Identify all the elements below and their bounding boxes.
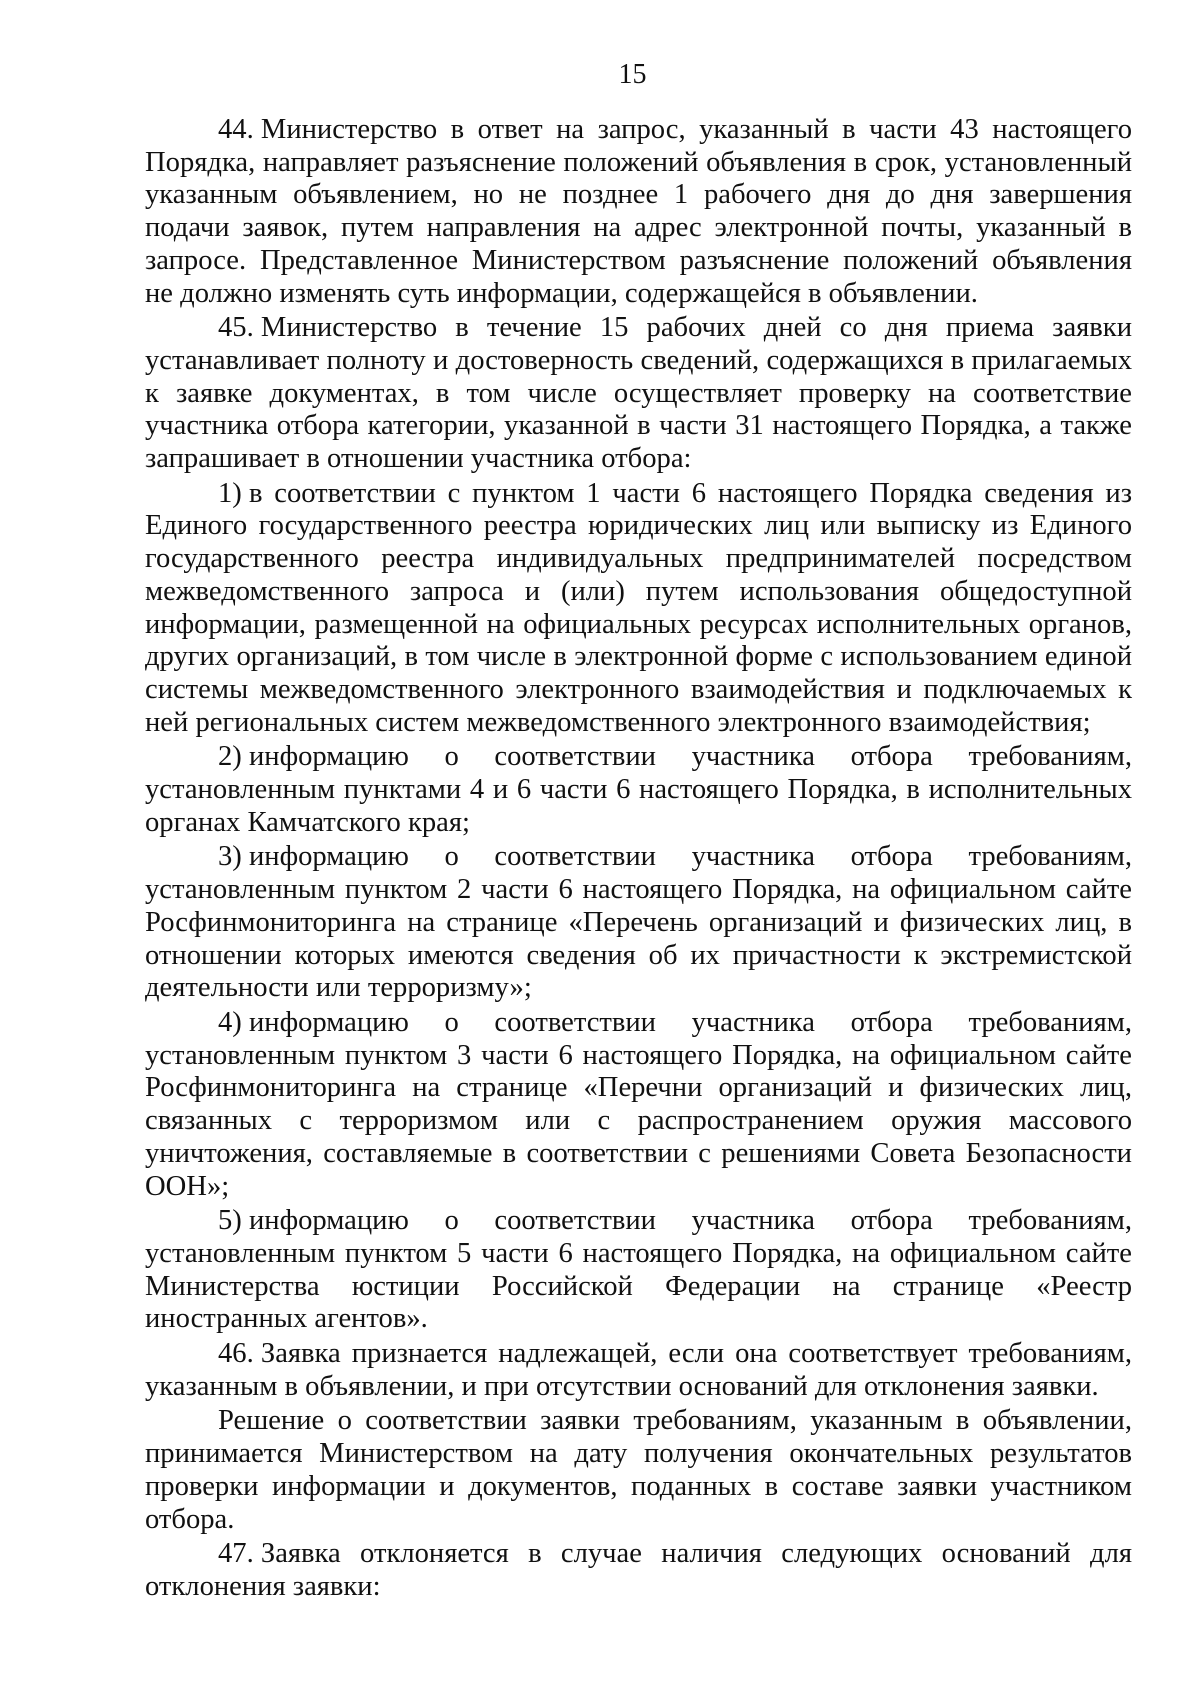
paragraph-number: 47. <box>218 1538 254 1570</box>
paragraph-46-decision <box>145 1405 1132 1536</box>
list-item-number: 3) <box>218 841 242 873</box>
paragraph-46 <box>145 1338 1132 1403</box>
document-body <box>145 114 1132 1604</box>
list-item-number: 5) <box>218 1205 242 1237</box>
page-number: 15 <box>618 59 647 90</box>
paragraph-47 <box>145 1538 1132 1603</box>
list-item-5 <box>145 1205 1132 1336</box>
list-item-text: информацию о соответствии участника отбора требованиям, установленным пунктом 5 части 6 настоящего Порядка, на официальном сайте Министерства юстиции Российской Федерации на странице «Реестр иностранных агентов». <box>145 1205 1132 1335</box>
list-item-number: 1) <box>218 477 242 509</box>
list-item-4 <box>145 1007 1132 1203</box>
list-item-3 <box>145 841 1132 1005</box>
list-item-text: информацию о соответствии участника отбора требованиям, установленным пунктами 4 и 6 части 6 настоящего Порядка, в исполнительных органах Камчатского края; <box>145 741 1132 838</box>
paragraph-number: 45. <box>218 312 254 344</box>
paragraph-45 <box>145 312 1132 476</box>
list-item-2 <box>145 741 1132 839</box>
list-item-text: информацию о соответствии участника отбора требованиям, установленным пунктом 2 части 6 настоящего Порядка, на официальном сайте Росфинмониторинга на странице «Перечень организаций и физических лиц, в отношении которых имеются сведения об их причастности к экстремистской деятельности или терроризму»; <box>145 841 1132 1004</box>
paragraph-text: Министерство в ответ на запрос, указанный в части 43 настоящего Порядка, направляет разъяснение положений объявления в срок, установленный указанным объявлением, но не позднее 1 рабочего дня до дня завершения подачи заявок, путем направления на адрес электронной почты, указанный в запросе. Представленное Министерством разъяснение положений объявления не должно изменять суть информации, содержащейся в объявлении. <box>145 114 1132 309</box>
paragraph-number: 46. <box>218 1338 254 1370</box>
paragraph-number: 44. <box>218 114 254 145</box>
paragraph-44 <box>145 114 1132 310</box>
list-item-text: информацию о соответствии участника отбора требованиям, установленным пунктом 3 части 6 настоящего Порядка, на официальном сайте Росфинмониторинга на странице «Перечни организаций и физических лиц, связанных с терроризмом или с распространением оружия массового уничтожения, составляемые в соответствии с решениями Совета Безопасности ООН»; <box>145 1006 1132 1202</box>
list-item-number: 4) <box>218 1006 242 1038</box>
paragraph-text: Министерство в течение 15 рабочих дней со дня приема заявки устанавливает полноту и достоверность сведений, содержащихся в прилагаемых к заявке документах, в том числе осуществляет проверку на соответствие участника отбора категории, указанной в части 31 настоящего Порядка, а также запрашивает в отношении участника отбора: <box>145 312 1132 475</box>
paragraph-text: Решение о соответствии заявки требованиям, указанным в объявлении, принимается Министерством на дату получения окончательных результатов проверки информации и документов, поданных в составе заявки участником отбора. <box>145 1405 1132 1535</box>
paragraph-text: Заявка отклоняется в случае наличия следующих оснований для отклонения заявки: <box>145 1538 1132 1602</box>
paragraph-text: Заявка признается надлежащей, если она соответствует требованиям, указанным в объявлении, и при отсутствии оснований для отклонения заявки. <box>145 1338 1132 1402</box>
list-item-text: в соответствии с пунктом 1 части 6 настоящего Порядка сведения из Единого государственного реестра юридических лиц или выписку из Единого государственного реестра индивидуальных предпринимателей посредством межведомственного запроса и (или) путем использования общедоступной информации, размещенной на официальных ресурсах исполнительных органов, других организаций, в том числе в электронной форме с использованием единой системы межведомственного электронного взаимодействия и подключаемых к ней региональных систем межведомственного электронного взаимодействия; <box>145 477 1132 738</box>
list-item-1 <box>145 478 1132 740</box>
list-item-number: 2) <box>218 741 242 773</box>
